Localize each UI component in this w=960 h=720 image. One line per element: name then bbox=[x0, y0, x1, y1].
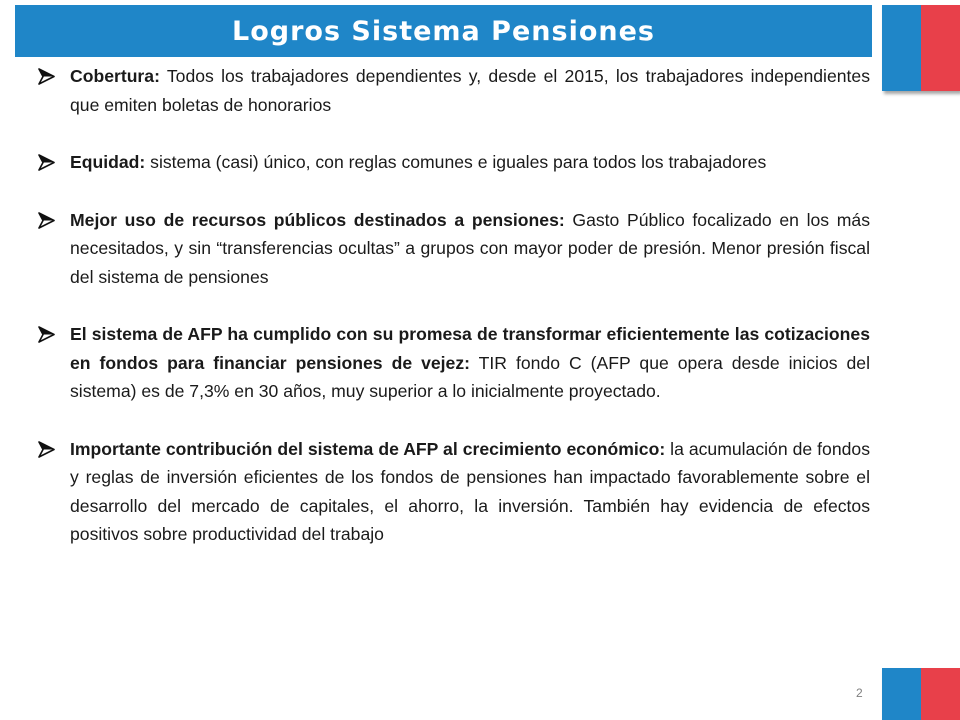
list-item bbox=[38, 320, 870, 406]
slide-title: Logros Sistema Pensiones bbox=[232, 15, 655, 47]
bullet-text bbox=[70, 206, 870, 292]
bullet-body: Todos los trabajadores dependientes y, desde el 2015, los trabajadores independientes que emiten boletas de honorarios bbox=[70, 66, 870, 115]
bullet-body: la acumulación de fondos y reglas de inversión eficientes de los fondos de pensiones han impactado favorablemente sobre el desarrollo del mercado de capitales, el ahorro, la inversión. También hay evidencia de efectos positivos sobre productividad del trabajo bbox=[70, 438, 870, 544]
arrowhead-bullet-icon bbox=[38, 206, 70, 229]
flag-decoration-bottom bbox=[882, 668, 960, 720]
flag-decoration-top bbox=[882, 5, 960, 91]
bullet-text bbox=[70, 435, 870, 549]
flag-red-stripe bbox=[921, 5, 960, 91]
bullet-heading: Cobertura: bbox=[70, 66, 160, 86]
bullet-body: TIR fondo C (AFP que opera desde inicios del sistema) es de 7,3% en 30 años, muy superior a lo inicialmente proyectado. bbox=[70, 352, 870, 401]
list-item bbox=[38, 62, 870, 119]
page-number: 2 bbox=[856, 686, 863, 700]
flag-blue-stripe bbox=[882, 5, 921, 91]
bullet-list bbox=[38, 62, 870, 578]
bullet-text bbox=[70, 320, 870, 406]
list-item bbox=[38, 435, 870, 549]
bullet-body: sistema (casi) único, con reglas comunes e iguales para todos los trabajadores bbox=[145, 152, 767, 172]
bullet-text bbox=[70, 62, 870, 119]
title-bar bbox=[15, 5, 872, 57]
bullet-heading: Equidad: bbox=[70, 152, 146, 172]
bullet-heading: Mejor uso de recursos públicos destinados a pensiones: bbox=[70, 209, 565, 230]
arrowhead-bullet-icon bbox=[38, 320, 70, 343]
flag-red-stripe bbox=[921, 668, 960, 720]
arrowhead-bullet-icon bbox=[38, 62, 70, 85]
list-item bbox=[38, 206, 870, 292]
flag-blue-stripe bbox=[882, 668, 921, 720]
arrowhead-bullet-icon bbox=[38, 148, 70, 171]
bullet-heading: Importante contribución del sistema de AFP al crecimiento económico: bbox=[70, 438, 666, 459]
bullet-text bbox=[70, 148, 870, 177]
arrowhead-bullet-icon bbox=[38, 435, 70, 458]
bullet-body: Gasto Público focalizado en los más necesitados, y sin “transferencias ocultas” a grupos con mayor poder de presión. Menor presión fiscal del sistema de pensiones bbox=[70, 209, 870, 287]
list-item bbox=[38, 148, 870, 177]
bullet-heading: El sistema de AFP ha cumplido con su promesa de transformar eficientemente las cotizaciones en fondos para financiar pensiones de vejez: bbox=[70, 324, 870, 373]
